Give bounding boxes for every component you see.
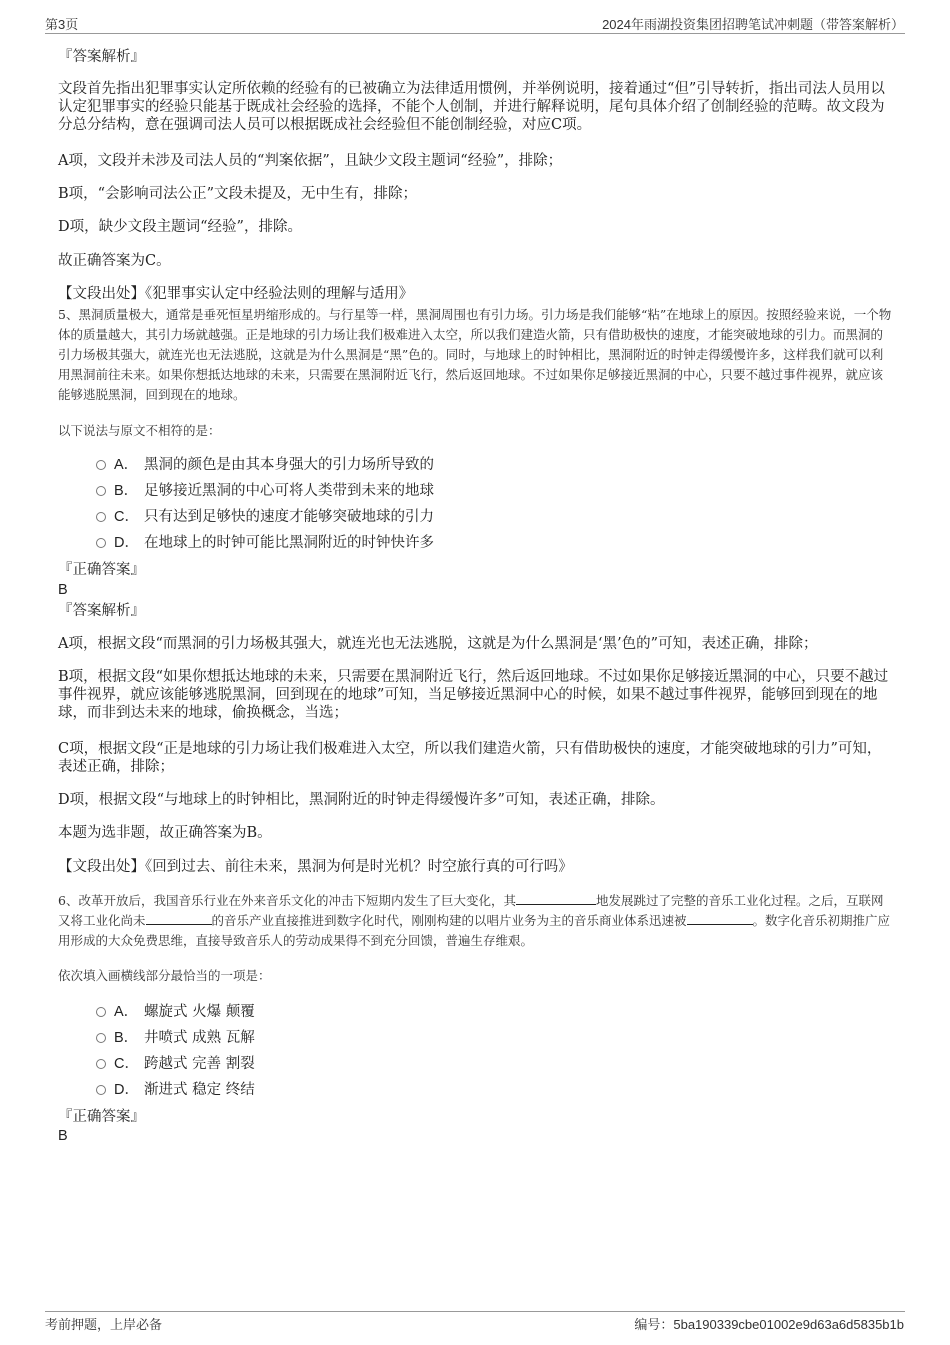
q5-analysis-a: A项，根据文段“而黑洞的引力场极其强大，就连光也无法逃脱，这就是为什么黑洞是‘黑’色的”可知，表述正确，排除；	[58, 636, 818, 652]
q5-stem: 5、黑洞质量极大，通常是垂死恒星坍缩形成的。与行星等一样，黑洞周围也有引力场。引力场是我们能够“粘”在地球上的原因。按照经验来说，一个物体的质量越大，其引力场就越强。正是地球的引力场让我们极难进入太空，所以我们建造火箭，只有借助极快的速度，才能突破地球的引力。而黑洞的引力场极其强大，就连光也无法逃脱，这就是为什么黑洞是“黑”色的。同时，与地球上的时钟相比，黑洞附近的时钟走得缓慢许多，这样我们就可以利用黑洞前往未来。如果你想抵达地球的未来，只需要在黑洞附近飞行，然后返回地球。不过如果你足够接近黑洞的中心，只要不越过事件视界，就应该能够逃脱黑洞，回到现在的地球。	[58, 307, 892, 402]
q6-option-a[interactable]	[96, 1003, 255, 1021]
q4-analysis-d: D项，缺少文段主题词“经验”，排除。	[58, 219, 302, 235]
fill-blank-1	[516, 892, 596, 905]
page-number: 第3页	[45, 17, 79, 32]
fill-blank-3	[687, 912, 753, 925]
option-letter: C．	[114, 509, 139, 525]
q5-analysis-d: D项，根据文段“与地球上的时钟相比，黑洞附近的时钟走得缓慢许多”可知，表述正确，排除。	[58, 792, 665, 808]
q4-analysis-b: B项，“会影响司法公正”文段未提及，无中生有，排除；	[58, 186, 417, 202]
footer-divider	[45, 1311, 905, 1312]
option-letter: B．	[114, 1030, 139, 1046]
option-letter: A．	[114, 457, 139, 473]
option-text: 井喷式 成熟 瓦解	[144, 1030, 255, 1046]
q5-answer-heading: 『正确答案』	[58, 562, 145, 578]
q6-prompt: 依次填入画横线部分最恰当的一项是：	[58, 968, 271, 983]
serial-number: 5ba190339cbe01002e9d63a6d5835b1b	[673, 1317, 904, 1332]
q6-answer: B	[58, 1128, 68, 1144]
q6-stem-part: 地发展跳过了完整的音乐工业化过程。之后，互联网又将工业化尚未	[58, 893, 884, 928]
option-letter: B．	[114, 483, 139, 499]
q4-conclusion: 故正确答案为C。	[58, 253, 171, 269]
radio-icon[interactable]	[96, 486, 106, 496]
q6-option-d[interactable]	[96, 1081, 255, 1099]
q5-option-c[interactable]	[96, 508, 434, 526]
q5-option-a[interactable]	[96, 456, 434, 474]
radio-icon[interactable]	[96, 512, 106, 522]
q5-analysis-c: C项，根据文段“正是地球的引力场让我们极难进入太空，所以我们建造火箭，只有借助极快的速度，才能突破地球的引力”可知，表述正确，排除；	[58, 741, 882, 775]
radio-icon[interactable]	[96, 1033, 106, 1043]
q5-answer: B	[58, 582, 68, 598]
option-text: 在地球上的时钟可能比黑洞附近的时钟快许多	[144, 535, 434, 551]
q4-analysis-intro: 文段首先指出犯罪事实认定所依赖的经验有的已被确立为法律适用惯例，并举例说明，接着通过“但”引导转折，指出司法人员用以认定犯罪事实的经验只能基于既成社会经验的选择，不能个人创制，并进行解释说明，尾句具体介绍了创制经验的范畴。故文段为分总分结构，意在强调司法人员可以根据既成社会经验但不能创制经验，对应C项。	[58, 81, 885, 133]
document-title: 2024年雨湖投资集团招聘笔试冲刺题（带答案解析）	[602, 17, 904, 32]
footer-slogan: 考前押题，上岸必备	[45, 1317, 163, 1332]
serial-label: 编号：	[634, 1317, 674, 1332]
fill-blank-2	[146, 912, 212, 925]
header-divider	[45, 33, 905, 34]
radio-icon[interactable]	[96, 1007, 106, 1017]
radio-icon[interactable]	[96, 460, 106, 470]
q6-option-b[interactable]	[96, 1029, 255, 1047]
option-text: 渐进式 稳定 终结	[144, 1082, 255, 1098]
option-letter: D．	[114, 1082, 139, 1098]
option-letter: A．	[114, 1004, 139, 1020]
radio-icon[interactable]	[96, 1059, 106, 1069]
q4-source: 【文段出处】《犯罪事实认定中经验法则的理解与适用》	[58, 286, 414, 302]
q5-prompt: 以下说法与原文不相符的是：	[58, 423, 221, 438]
q5-analysis-heading: 『答案解析』	[58, 603, 145, 619]
footer-serial	[634, 1314, 904, 1333]
option-text: 足够接近黑洞的中心可将人类带到未来的地球	[144, 483, 434, 499]
option-text: 只有达到足够快的速度才能够突破地球的引力	[144, 509, 434, 525]
q5-option-b[interactable]	[96, 482, 434, 500]
q6-stem-part: 6、改革开放后，我国音乐行业在外来音乐文化的冲击下短期内发生了巨大变化，其	[58, 893, 516, 908]
q6-stem-part: 。数字化音乐初期推广应用形成的大众免费思维，直接导致音乐人的劳动成果得不到充分回馈，普遍生存维艰。	[58, 913, 891, 948]
q6-stem-part: 的音乐产业直接推进到数字化时代，刚刚构建的以唱片业务为主的音乐商业体系迅速被	[211, 913, 687, 928]
q4-analysis-heading: 『答案解析』	[58, 49, 145, 65]
radio-icon[interactable]	[96, 538, 106, 548]
option-letter: D．	[114, 535, 139, 551]
option-text: 黑洞的颜色是由其本身强大的引力场所导致的	[144, 457, 434, 473]
q5-option-d[interactable]	[96, 534, 434, 552]
q5-analysis-b: B项，根据文段“如果你想抵达地球的未来，只需要在黑洞附近飞行，然后返回地球。不过如果你足够接近黑洞的中心，只要不越过事件视界，就应该能够逃脱黑洞，回到现在的地球”可知，当足够接近黑洞中心的时候，如果不越过事件视界，能够回到现在的地球，而非到达未来的地球，偷换概念，当选；	[58, 669, 889, 721]
q6-stem	[58, 891, 892, 951]
q5-conclusion: 本题为选非题，故正确答案为B。	[58, 825, 272, 841]
q6-option-c[interactable]	[96, 1055, 255, 1073]
radio-icon[interactable]	[96, 1085, 106, 1095]
q4-analysis-a: A项，文段并未涉及司法人员的“判案依据”，且缺少文段主题词“经验”，排除；	[58, 153, 563, 169]
option-letter: C．	[114, 1056, 139, 1072]
q6-answer-heading: 『正确答案』	[58, 1109, 145, 1125]
option-text: 螺旋式 火爆 颠覆	[144, 1004, 255, 1020]
q5-source: 【文段出处】《回到过去、前往未来，黑洞为何是时光机？时空旅行真的可行吗》	[58, 859, 573, 875]
option-text: 跨越式 完善 割裂	[144, 1056, 255, 1072]
